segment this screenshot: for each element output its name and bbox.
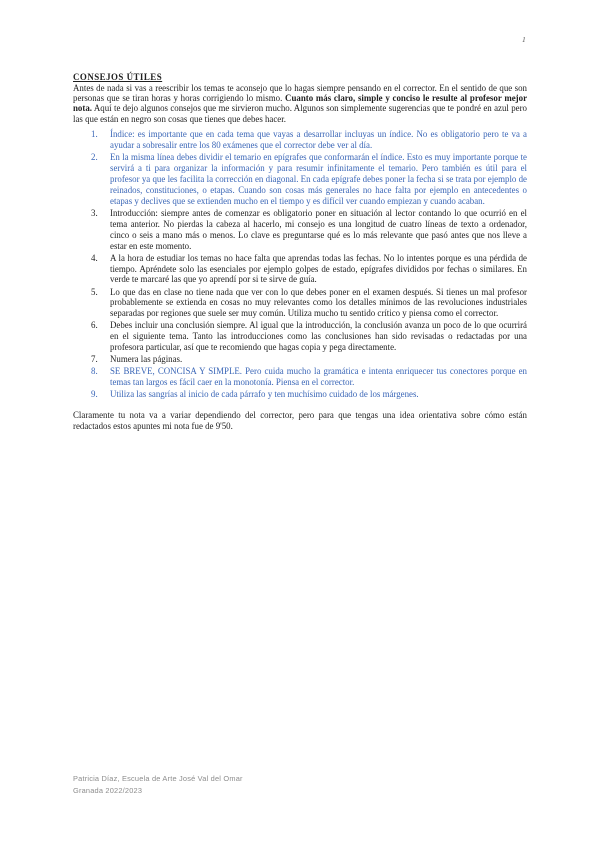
page-content bbox=[73, 72, 527, 432]
tip-item-5 bbox=[73, 287, 527, 320]
intro-paragraph bbox=[73, 83, 527, 125]
intro-bold-text: Cuanto más claro, simple y conciso le resulte al profesor mejor nota. bbox=[73, 92, 528, 114]
tip-number: 1. bbox=[91, 129, 98, 140]
tips-list bbox=[73, 129, 527, 400]
tip-text: A la hora de estudiar los temas no hace falta que aprendas todas las fechas. No lo intentes porque es una pérdida de tiempo. Apréndete solo las esenciales por ejemplo golpes de estado, epígrafes divididos por fechas o similares. En verde te marcaré las que yo aprendí por si te sirve de guía. bbox=[110, 252, 527, 285]
tip-text: Debes incluir una conclusión siempre. Al igual que la introducción, la conclusión avanza un poco de lo que ocurrirá en el siguiente tema. Tanto las introducciones como las conclusiones han sido revisadas o redactadas por una profesora particular, así que te recomiendo que hagas copia y pega directamente. bbox=[110, 320, 527, 353]
closing-paragraph: Claramente tu nota va a variar dependiendo del corrector, pero para que tengas una idea orientativa sobre cómo están redactados estos apuntes mi nota fue de 9'50. bbox=[73, 410, 527, 432]
tip-text: Numera las páginas. bbox=[110, 354, 183, 365]
page-title: CONSEJOS ÚTILES bbox=[73, 72, 163, 82]
tip-text: Utiliza las sangrías al inicio de cada párrafo y ten muchísimo cuidado de los márgenes. bbox=[110, 389, 419, 400]
tip-text: Lo que das en clase no tiene nada que ver con lo que debes poner en el examen después. Si tienes un mal profesor probablemente se extienda en cosas no muy relevantes como los detalles mínimos de las revoluciones industriales separadas por regiones que suele ser muy común. Utiliza mucho tu sentido crítico y piensa como el corrector. bbox=[110, 286, 527, 319]
tip-number: 9. bbox=[91, 389, 98, 400]
tip-item-8 bbox=[73, 366, 527, 388]
tip-item-6 bbox=[73, 320, 527, 353]
tip-item-4 bbox=[73, 253, 527, 286]
tip-item-1 bbox=[73, 129, 527, 151]
tip-number: 2. bbox=[91, 152, 98, 163]
tip-item-3 bbox=[73, 208, 527, 252]
tip-item-9 bbox=[73, 389, 527, 400]
tip-item-7 bbox=[73, 354, 527, 365]
footer-author-line: Patricia Díaz, Escuela de Arte José Val del Omar bbox=[73, 774, 243, 783]
tip-text: En la misma línea debes dividir el temario en epígrafes que conformarán el índice. Esto es muy importante porque te servirá a ti para organizar la información y para resumir infinitamente el temario. Pero también es útil para el profesor ya que les facilita la corrección en diagonal. En cada epígrafe debes poner la fecha si se trata por ejemplo de reinados, constituciones, o etapas. Cuando son cosas más generales no hace falta por ejemplo en antecedentes o etapas y declives que se extienden mucho en el tiempo y es difícil ver cuando empiezan y cuando acaban. bbox=[110, 152, 527, 206]
page-number: 1 bbox=[522, 35, 526, 44]
page-footer bbox=[73, 773, 243, 797]
tip-number: 5. bbox=[91, 286, 98, 297]
intro-text-end: Aquí te dejo algunos consejos que me sirvieron mucho. Algunos son simplemente sugerencias que te pondré en azul pero las que están en negro son cosas que tienes que debes hacer. bbox=[73, 103, 527, 124]
intro-text-start: Antes de nada si vas a reescribir los temas te aconsejo que lo hagas siempre pensando en el corrector. En el sentido de que son personas que se tiran horas y horas corrigiendo lo mismo. bbox=[73, 82, 527, 103]
tip-number: 7. bbox=[91, 354, 98, 365]
tip-text: SE BREVE, CONCISA Y SIMPLE. Pero cuida mucho la gramática e intenta enriquecer tus conectores porque en temas tan largos es fácil caer en la monotonía. Piensa en el corrector. bbox=[110, 366, 527, 388]
tip-item-2 bbox=[73, 152, 527, 207]
tip-number: 6. bbox=[91, 320, 98, 331]
tip-number: 4. bbox=[91, 252, 98, 263]
tip-number: 8. bbox=[91, 366, 98, 377]
tip-number: 3. bbox=[91, 207, 98, 218]
tip-text: Introducción: siempre antes de comenzar es obligatorio poner en situación al lector contando lo que ocurrió en el tema anterior. No pierdas la cabeza al hacerlo, mi consejo es una longitud de cuatro líneas de texto a ordenador, cinco o seis a mano más o menos. Lo clave es preguntarse qué es lo más relevante que pasó antes que nos lleve a estar en este momento. bbox=[110, 207, 527, 251]
tip-text: Índice: es importante que en cada tema que vayas a desarrollar incluyas un índice. No es obligatorio pero te va a ayudar a sobresalir entre los 80 exámenes que el corrector debe ver al día. bbox=[110, 129, 527, 151]
footer-place-year: Granada 2022/2023 bbox=[73, 786, 143, 795]
